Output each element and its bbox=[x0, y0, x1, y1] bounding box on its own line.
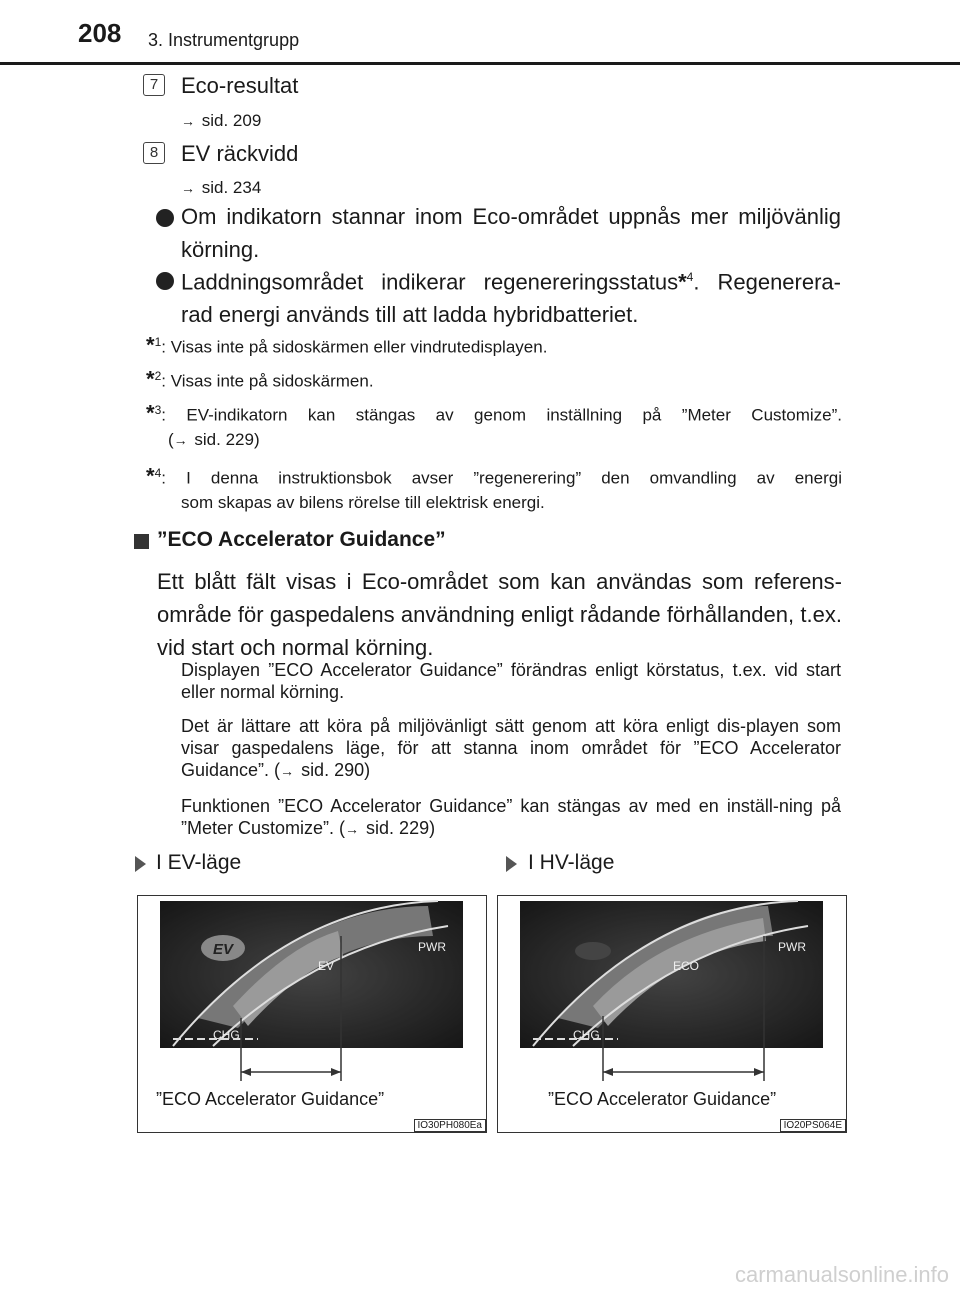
item-ref[interactable] bbox=[181, 111, 261, 131]
section-heading: ”ECO Accelerator Guidance” bbox=[157, 528, 446, 551]
footnote-mark: 2 bbox=[154, 369, 162, 383]
section-marker-icon bbox=[134, 534, 149, 549]
section-note bbox=[181, 795, 841, 840]
figure-caption: ”ECO Accelerator Guidance” bbox=[548, 1089, 777, 1109]
bullet-icon bbox=[156, 209, 174, 227]
footnote-text: : EV-indikatorn kan stängas av genom inställning på ”Meter Customize”. bbox=[161, 405, 842, 425]
footnote-mark: 1 bbox=[154, 335, 162, 349]
bullet-text-a: Laddningsområdet indikerar regenereringsstatus bbox=[181, 269, 679, 295]
footnote-ref-text: sid. 229) bbox=[194, 429, 260, 449]
figure-label-hv: I HV-läge bbox=[528, 851, 615, 874]
item-ref-text: sid. 234 bbox=[201, 178, 262, 197]
footnote: *$^2$: Visas inte på sidoskärmen. bbox=[146, 366, 374, 392]
arrow-right-icon: → bbox=[345, 821, 360, 837]
footnote-mark: 4 bbox=[686, 270, 694, 284]
pwr-label: PWR bbox=[778, 940, 806, 954]
bullet-text-b: . Regenerera- bbox=[693, 269, 841, 295]
section-intro: Ett blått fält visas i Eco-området som kan användas som referens-område för gaspedalens användning enligt rådande förhållanden, t.ex. vid start och normal körning. bbox=[157, 569, 842, 660]
bullet-text-c: rad energi används till att ladda hybridbatteriet. bbox=[181, 302, 639, 328]
figure-code: IO20PS064E bbox=[780, 1119, 846, 1132]
arrow-right-icon: → bbox=[181, 113, 195, 129]
section-note bbox=[181, 715, 841, 782]
arrow-right-icon: → bbox=[181, 180, 195, 196]
arrow-right-icon: → bbox=[280, 763, 295, 779]
footnote-ref[interactable]: (→ sid. 229) bbox=[146, 428, 842, 452]
figure-label-ev: I EV-läge bbox=[156, 851, 242, 874]
section-note-ref[interactable]: sid. 229) bbox=[366, 818, 436, 838]
header-divider bbox=[0, 62, 960, 65]
section-title: 3. Instrumentgrupp bbox=[148, 30, 300, 50]
section-note: Displayen ”ECO Accelerator Guidance” förändras enligt körstatus, t.ex. vid start eller normal körning. bbox=[181, 660, 841, 702]
figure-hv-mode bbox=[497, 895, 847, 1133]
figure-caption: ”ECO Accelerator Guidance” bbox=[156, 1089, 385, 1109]
footnote: *$^4$: I denna instruktionsbok avser ”regenerering” den omvandling av energi som skapas av bilens rörelse till elektrisk energi. bbox=[146, 461, 842, 515]
triangle-marker-icon bbox=[506, 856, 517, 872]
chg-label: CHG bbox=[573, 1028, 600, 1042]
footnote-text: : Visas inte på sidoskärmen. bbox=[161, 371, 374, 391]
section-note-ref[interactable]: sid. 290) bbox=[301, 760, 371, 780]
figure-code: IO30PH080Ea bbox=[414, 1119, 487, 1132]
chg-label: CHG bbox=[213, 1028, 240, 1042]
triangle-marker-icon bbox=[135, 856, 146, 872]
item-title-ev-range: EV räckvidd bbox=[181, 141, 299, 166]
page-number: 208 bbox=[78, 18, 122, 48]
section-note-text: Funktionen ”ECO Accelerator Guidance” kan stängas av med en inställ-ning på ”Meter Customize”. ( bbox=[181, 796, 841, 838]
watermark: carmanualsonline.info bbox=[735, 1262, 950, 1287]
eco-car-icon bbox=[575, 942, 611, 960]
item-ref-text: sid. 209 bbox=[201, 111, 262, 130]
arrow-right-icon: → bbox=[173, 431, 188, 448]
section-note-text: Det är lättare att köra på miljövänligt sätt genom att köra enligt dis-playen som visar gaspedalens läge, för att stanna inom området för ”ECO Accelerator Guidance”. ( bbox=[181, 716, 841, 780]
item-ref[interactable] bbox=[181, 178, 261, 198]
bullet-icon bbox=[156, 272, 174, 290]
bullet-text: Om indikatorn stannar inom Eco-området uppnås mer miljövänlig körning. bbox=[181, 204, 841, 262]
zone-label: EV bbox=[318, 959, 335, 973]
footnote: *$^3$: EV-indikatorn kan stängas av genom inställning på ”Meter Customize”. (→ sid. 229) bbox=[146, 398, 842, 452]
footnote: *$^1$: Visas inte på sidoskärmen eller vindrutedisplayen. bbox=[146, 332, 548, 358]
footnote-mark: 3 bbox=[154, 403, 162, 417]
ev-badge-text: EV bbox=[213, 941, 234, 958]
footnote-mark: 4 bbox=[154, 466, 162, 480]
item-number-badge: 7 bbox=[143, 74, 165, 96]
pwr-label: PWR bbox=[418, 940, 446, 954]
zone-label: ECO bbox=[673, 959, 700, 973]
item-number-badge: 8 bbox=[143, 142, 165, 164]
item-title-eco-result: Eco-resultat bbox=[181, 73, 299, 98]
figure-ev-mode bbox=[137, 895, 487, 1133]
footnote-text: : Visas inte på sidoskärmen eller vindrutedisplayen. bbox=[161, 337, 548, 357]
footnote-text: : I denna instruktionsbok avser ”regenerering” den omvandling av energi bbox=[161, 468, 842, 488]
footnote-text-cont: som skapas av bilens rörelse till elektrisk energi. bbox=[181, 492, 545, 512]
bullet-text: Laddningsområdet indikerar regenereringsstatus*$^4$. Regenerera- rad energi används till att ladda hybridbatteriet. bbox=[181, 261, 841, 331]
